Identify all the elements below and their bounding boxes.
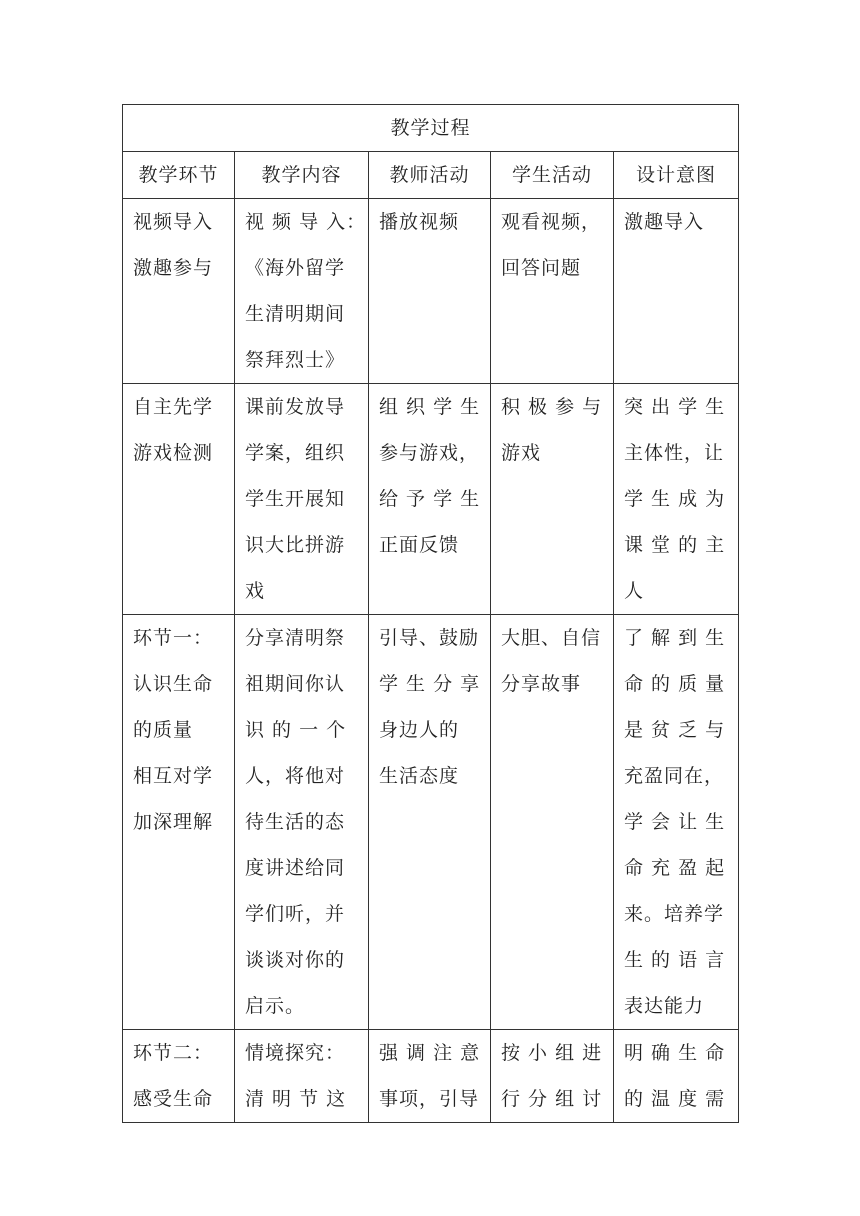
- cell-teacher: [369, 615, 491, 1030]
- cell-line: 学案，组织: [245, 442, 346, 464]
- cell-line: 身边人的: [379, 719, 460, 741]
- cell-stage: [123, 1030, 235, 1123]
- header-stage: 教学环节: [123, 152, 235, 199]
- cell-line: 命 的 质 量: [624, 673, 726, 695]
- cell-line: 戏: [245, 580, 266, 602]
- cell-stage: [123, 384, 235, 615]
- cell-line: 人: [624, 580, 645, 602]
- cell-line: 认识生命: [133, 673, 214, 695]
- cell-line: 表达能力: [624, 995, 705, 1017]
- cell-stage: [123, 199, 235, 384]
- cell-line: 自主先学: [133, 396, 214, 418]
- cell-content: [235, 615, 369, 1030]
- cell-line: 组 织 学 生: [379, 396, 481, 418]
- cell-teacher: [369, 199, 491, 384]
- teaching-process-table: [122, 104, 739, 1123]
- cell-line: 祖期间你认: [245, 673, 346, 695]
- cell-student: [491, 1030, 614, 1123]
- cell-line: 谈谈对你的: [245, 949, 346, 971]
- cell-teacher: [369, 384, 491, 615]
- cell-line: 生清明期间: [245, 303, 346, 325]
- cell-line: 的 温 度 需: [624, 1088, 726, 1110]
- cell-line: 播放视频: [379, 211, 460, 233]
- cell-line: 识大比拼游: [245, 534, 346, 556]
- header-student: 学生活动: [491, 152, 614, 199]
- cell-line: 课前发放导: [245, 396, 346, 418]
- cell-line: 环节二：: [133, 1042, 214, 1064]
- cell-line: 按 小 组 进: [501, 1042, 603, 1064]
- cell-line: 强 调 注 意: [379, 1042, 481, 1064]
- cell-content: [235, 1030, 369, 1123]
- cell-line: 明 确 生 命: [624, 1042, 726, 1064]
- cell-line: 回答问题: [501, 257, 582, 279]
- cell-intent: [614, 199, 739, 384]
- cell-line: 分享清明祭: [245, 627, 346, 649]
- cell-line: 识 的 一 个: [245, 719, 347, 741]
- cell-line: 视频导入: [133, 211, 214, 233]
- cell-line: 积 极 参 与: [501, 396, 603, 418]
- cell-line: 游戏: [501, 442, 542, 464]
- cell-line: 分享故事: [501, 673, 582, 695]
- cell-line: 是 贫 乏 与: [624, 719, 726, 741]
- header-teacher: 教师活动: [369, 152, 491, 199]
- cell-line: 激趣导入: [624, 211, 705, 233]
- cell-line: 学 生 成 为: [624, 488, 726, 510]
- cell-line: 相互对学: [133, 765, 214, 787]
- cell-line: 事项，引导: [379, 1088, 480, 1110]
- cell-line: 正面反馈: [379, 534, 460, 556]
- cell-line: 观看视频，: [501, 211, 602, 233]
- cell-line: 情境探究：: [245, 1042, 346, 1064]
- cell-line: 生 的 语 言: [624, 949, 726, 971]
- cell-line: 《海外留学: [245, 257, 346, 279]
- cell-line: 参与游戏，: [379, 442, 480, 464]
- cell-line: 学 会 让 生: [624, 811, 726, 833]
- cell-line: 学 生 分 享: [379, 673, 481, 695]
- cell-line: 度讲述给同: [245, 857, 346, 879]
- header-content: 教学内容: [235, 152, 369, 199]
- cell-line: 突 出 学 生: [624, 396, 726, 418]
- cell-line: 大胆、自信: [501, 627, 602, 649]
- table-row: [123, 1030, 739, 1123]
- cell-line: 激趣参与: [133, 257, 214, 279]
- cell-intent: [614, 615, 739, 1030]
- cell-line: 感受生命: [133, 1088, 214, 1110]
- cell-line: 启示。: [245, 995, 306, 1017]
- cell-line: 生活态度: [379, 765, 460, 787]
- cell-line: 加深理解: [133, 811, 214, 833]
- table-title: 教学过程: [123, 105, 739, 152]
- header-intent: 设计意图: [614, 152, 739, 199]
- cell-line: 学生开展知: [245, 488, 346, 510]
- cell-student: [491, 199, 614, 384]
- cell-line: 充盈同在，: [624, 765, 725, 787]
- table-row: [123, 615, 739, 1030]
- cell-line: 待生活的态: [245, 811, 346, 833]
- cell-line: 祭拜烈士》: [245, 349, 346, 371]
- cell-student: [491, 384, 614, 615]
- cell-stage: [123, 615, 235, 1030]
- cell-line: 人，将他对: [245, 765, 346, 787]
- cell-content: [235, 199, 369, 384]
- cell-line: 学们听，并: [245, 903, 346, 925]
- cell-line: 命 充 盈 起: [624, 857, 726, 879]
- cell-line: 引导、鼓励: [379, 627, 480, 649]
- table-row: [123, 199, 739, 384]
- cell-line: 来。培养学: [624, 903, 725, 925]
- cell-line: 清 明 节 这: [245, 1088, 347, 1110]
- cell-student: [491, 615, 614, 1030]
- cell-line: 环节一：: [133, 627, 214, 649]
- cell-teacher: [369, 1030, 491, 1123]
- cell-line: 主体性，让: [624, 442, 725, 464]
- cell-line: 视 频 导 入：: [245, 211, 367, 233]
- cell-content: [235, 384, 369, 615]
- cell-intent: [614, 1030, 739, 1123]
- table-row: [123, 384, 739, 615]
- cell-intent: [614, 384, 739, 615]
- cell-line: 行 分 组 讨: [501, 1088, 603, 1110]
- cell-line: 了 解 到 生: [624, 627, 726, 649]
- cell-line: 游戏检测: [133, 442, 214, 464]
- cell-line: 课 堂 的 主: [624, 534, 726, 556]
- cell-line: 的质量: [133, 719, 194, 741]
- cell-line: 给 予 学 生: [379, 488, 481, 510]
